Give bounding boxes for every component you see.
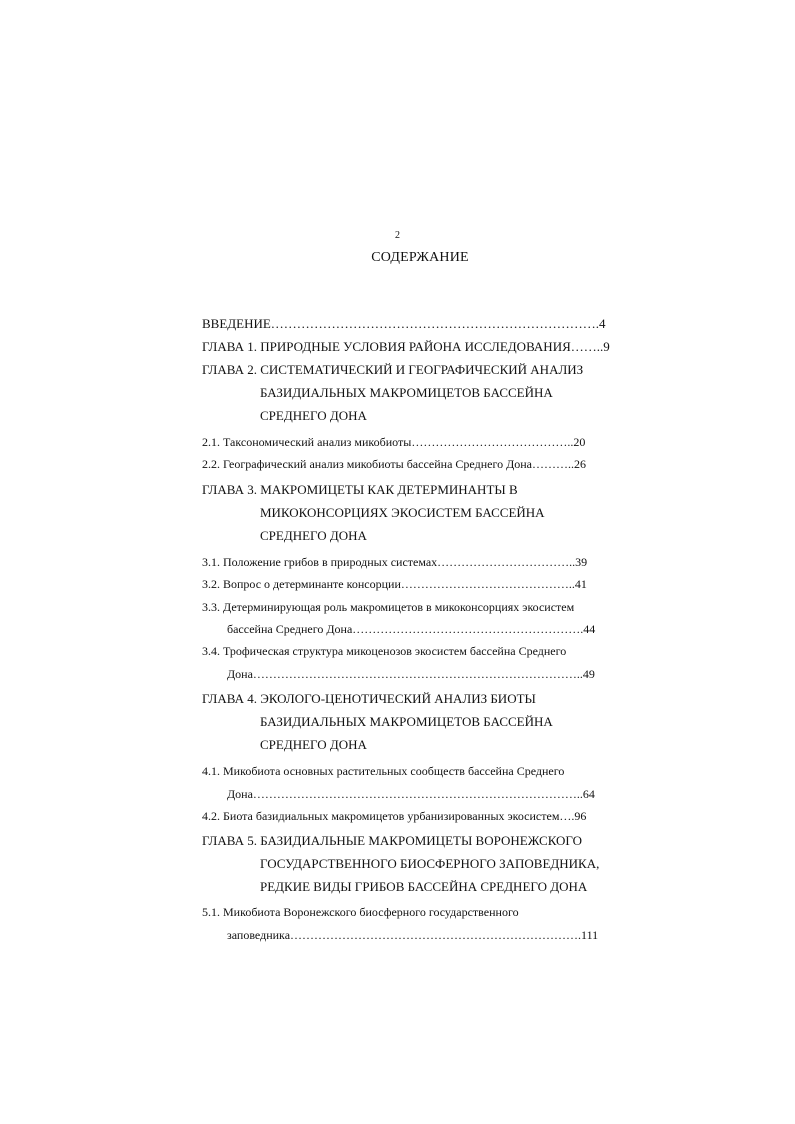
toc-entry-section-5-1-line-2: заповедника……………………………………………………………….111 <box>227 927 599 942</box>
toc-entry-section-2-2: 2.2. Географический анализ микобиоты бассейна Среднего Дона………..26 <box>202 457 587 472</box>
toc-entry-chapter-2: ГЛАВА 2. СИСТЕМАТИЧЕСКИЙ И ГЕОГРАФИЧЕСКИЙ АНАЛИЗ <box>202 362 584 377</box>
toc-entry-chapter-5-line-3: РЕДКИЕ ВИДЫ ГРИБОВ БАССЕЙНА СРЕДНЕГО ДОНА <box>260 879 588 895</box>
toc-entry-section-4-1-line-2: Дона………………………………………………………………………..64 <box>227 786 595 801</box>
toc-entry-chapter-4-line-3: СРЕДНЕГО ДОНА <box>260 737 367 753</box>
toc-entry-chapter-5: ГЛАВА 5. БАЗИДИАЛЬНЫЕ МАКРОМИЦЕТЫ ВОРОНЕЖСКОГО <box>202 833 583 849</box>
toc-entry-section-2-1: 2.1. Таксономический анализ микобиоты…………………………………..20 <box>202 435 586 449</box>
toc-entry-chapter-1: ГЛАВА 1. ПРИРОДНЫЕ УСЛОВИЯ РАЙОНА ИССЛЕДОВАНИЯ……..9 <box>202 339 610 354</box>
toc-entry-chapter-2-line-2: БАЗИДИАЛЬНЫХ МАКРОМИЦЕТОВ БАССЕЙНА <box>260 385 553 400</box>
toc-entry-section-5-1: 5.1. Микобиота Воронежского биосферного государственного <box>202 905 519 920</box>
toc-entry-section-3-4: 3.4. Трофическая структура микоценозов экосистем бассейна Среднего <box>202 644 567 659</box>
toc-entry-chapter-2-line-3: СРЕДНЕГО ДОНА <box>260 408 367 423</box>
toc-entry-section-4-1: 4.1. Микобиота основных растительных сообществ бассейна Среднего <box>202 764 565 779</box>
table-of-contents <box>202 312 630 946</box>
toc-entry-section-3-3-line-2: бассейна Среднего Дона………………………………………………….44 <box>227 621 596 636</box>
toc-entry-section-4-2: 4.2. Биота базидиальных макромицетов урбанизированных экосистем….96 <box>202 808 587 823</box>
toc-entry-section-3-3: 3.3. Детерминирующая роль макромицетов в микоконсорциях экосистем <box>202 599 575 614</box>
toc-entry-chapter-3-line-2: МИКОКОНСОРЦИЯХ ЭКОСИСТЕМ БАССЕЙНА <box>260 504 545 520</box>
toc-entry-section-3-1: 3.1. Положение грибов в природных системах……………………………..39 <box>202 554 588 569</box>
toc-entry-chapter-4: ГЛАВА 4. ЭКОЛОГО-ЦЕНОТИЧЕСКИЙ АНАЛИЗ БИОТЫ <box>202 691 536 707</box>
toc-entry-chapter-4-line-2: БАЗИДИАЛЬНЫХ МАКРОМИЦЕТОВ БАССЕЙНА <box>260 714 553 730</box>
toc-entry-introduction: ВВЕДЕНИЕ………………………………………………………………….4 <box>202 316 606 331</box>
toc-entry-chapter-5-line-2: ГОСУДАРСТВЕННОГО БИОСФЕРНОГО ЗАПОВЕДНИКА, <box>260 856 600 872</box>
page-title: СОДЕРЖАНИЕ <box>371 250 469 265</box>
toc-entry-chapter-3: ГЛАВА 3. МАКРОМИЦЕТЫ КАК ДЕТЕРМИНАНТЫ В <box>202 481 518 497</box>
toc-entry-section-3-2: 3.2. Вопрос о детерминанте консорции……………………………………..41 <box>202 577 587 592</box>
toc-entry-section-3-4-line-2: Дона………………………………………………………………………..49 <box>227 666 595 681</box>
page-number: 2 <box>395 230 400 241</box>
toc-entry-chapter-3-line-3: СРЕДНЕГО ДОНА <box>260 527 367 543</box>
